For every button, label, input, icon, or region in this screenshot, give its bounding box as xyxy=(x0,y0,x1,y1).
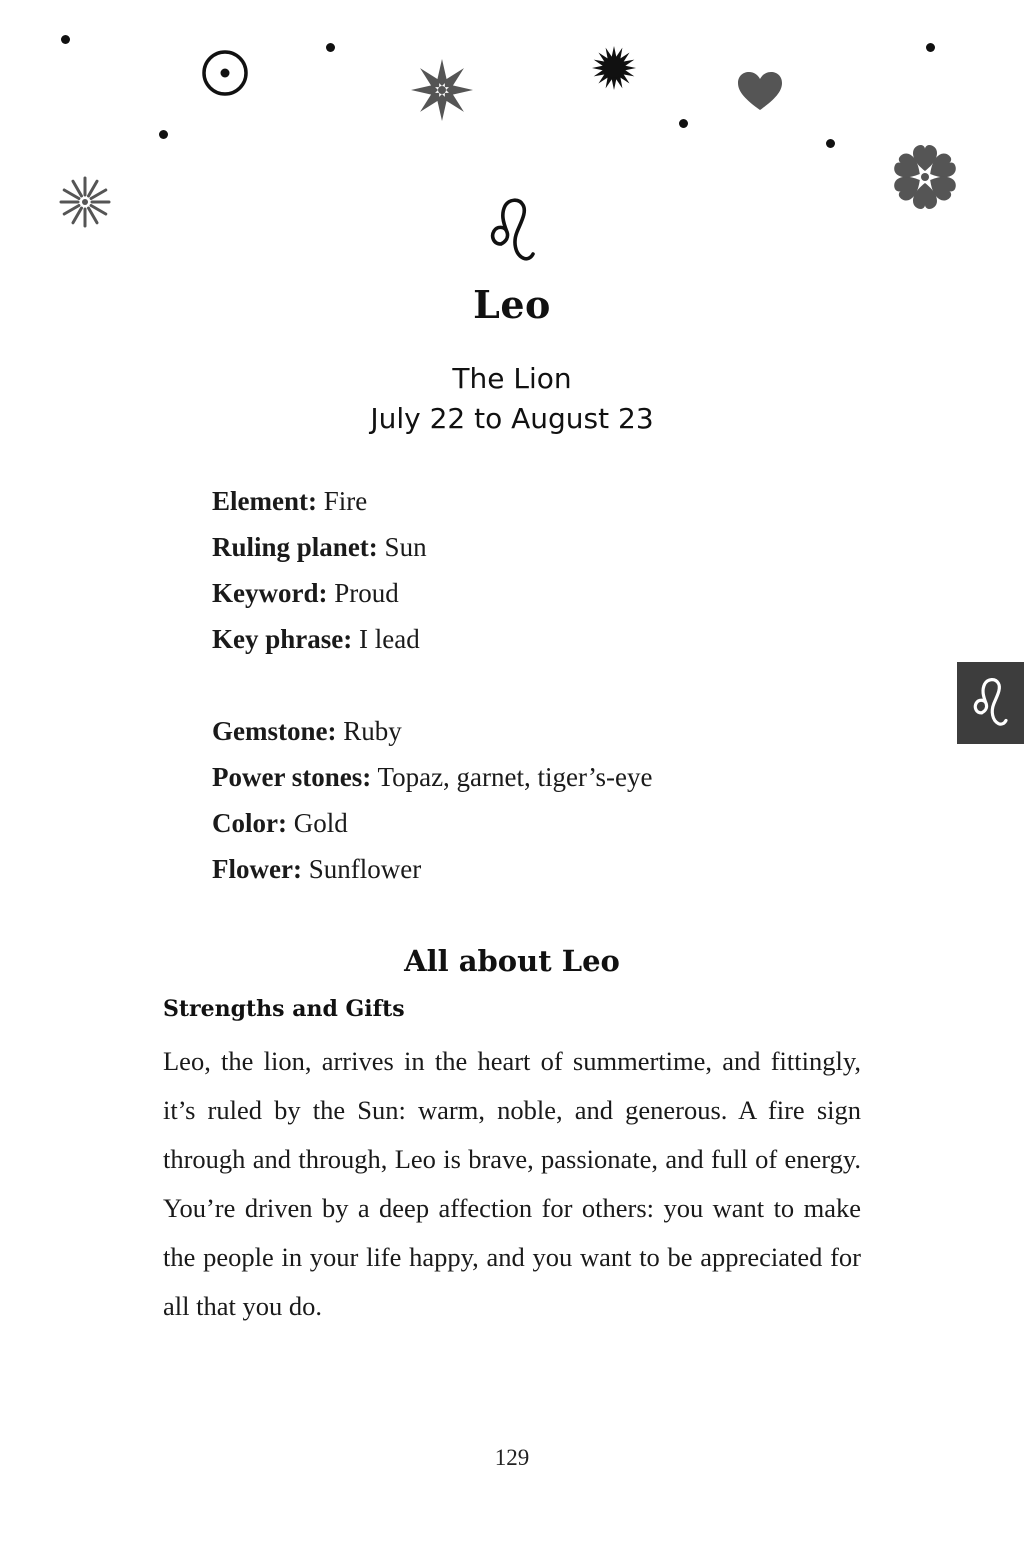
decor-dot xyxy=(826,139,835,148)
fact-value: Fire xyxy=(323,486,368,516)
fact-row xyxy=(212,570,427,616)
fact-row xyxy=(212,524,427,570)
decor-dot xyxy=(326,43,335,52)
fact-value: Topaz, garnet, tiger’s-eye xyxy=(377,762,653,792)
page-number: 129 xyxy=(494,1445,530,1470)
fact-label: Flower: xyxy=(212,854,302,884)
sign-subtitle: The Lion xyxy=(452,362,572,395)
fact-label: Color: xyxy=(212,808,287,838)
fact-row xyxy=(212,800,652,846)
body-paragraph: Leo, the lion, arrives in the heart of summertime, and fittingly, it’s ruled by the Sun: warm, noble, and generous. A fire sign through and through, Leo is brave, passionate, and full of energy. You’re driven by a deep affection for others: you want to make the people in your life happy, and you want to be appreciated for all that you do. xyxy=(163,1046,861,1321)
fact-label: Ruling planet: xyxy=(212,532,378,562)
decor-dot xyxy=(926,43,935,52)
fact-label: Power stones: xyxy=(212,762,372,792)
sun-symbol-icon xyxy=(200,48,250,98)
sign-dates: July 22 to August 23 xyxy=(370,402,654,435)
fact-row xyxy=(212,754,652,800)
fact-value: Gold xyxy=(293,808,348,838)
sparkle-burst-icon xyxy=(59,176,111,228)
page-title: Leo xyxy=(473,282,551,327)
fact-value: Sunflower xyxy=(308,854,422,884)
chapter-side-tab xyxy=(957,662,1024,744)
decor-dot xyxy=(159,130,168,139)
fact-value: Sun xyxy=(384,532,427,562)
eight-petal-flower-icon xyxy=(409,57,475,123)
fact-value: Ruby xyxy=(343,716,402,746)
fact-label: Keyword: xyxy=(212,578,328,608)
fact-value: I lead xyxy=(358,624,420,654)
fact-value: Proud xyxy=(334,578,399,608)
section-heading: All about Leo xyxy=(404,944,620,978)
facts-list-secondary xyxy=(212,708,652,892)
fact-row xyxy=(212,846,652,892)
facts-list-primary xyxy=(212,478,427,662)
leo-glyph-icon xyxy=(487,196,537,266)
heart-icon xyxy=(736,70,784,112)
fact-label: Gemstone: xyxy=(212,716,337,746)
section-subheading: Strengths and Gifts xyxy=(163,996,405,1022)
leo-glyph-icon xyxy=(971,676,1009,730)
heart-flower-icon xyxy=(891,143,959,211)
fact-label: Element: xyxy=(212,486,317,516)
decor-dot xyxy=(679,119,688,128)
fact-row xyxy=(212,616,427,662)
fact-label: Key phrase: xyxy=(212,624,353,654)
fact-row xyxy=(212,478,427,524)
fact-row xyxy=(212,708,652,754)
decor-dot xyxy=(61,35,70,44)
starburst-icon xyxy=(591,45,637,91)
